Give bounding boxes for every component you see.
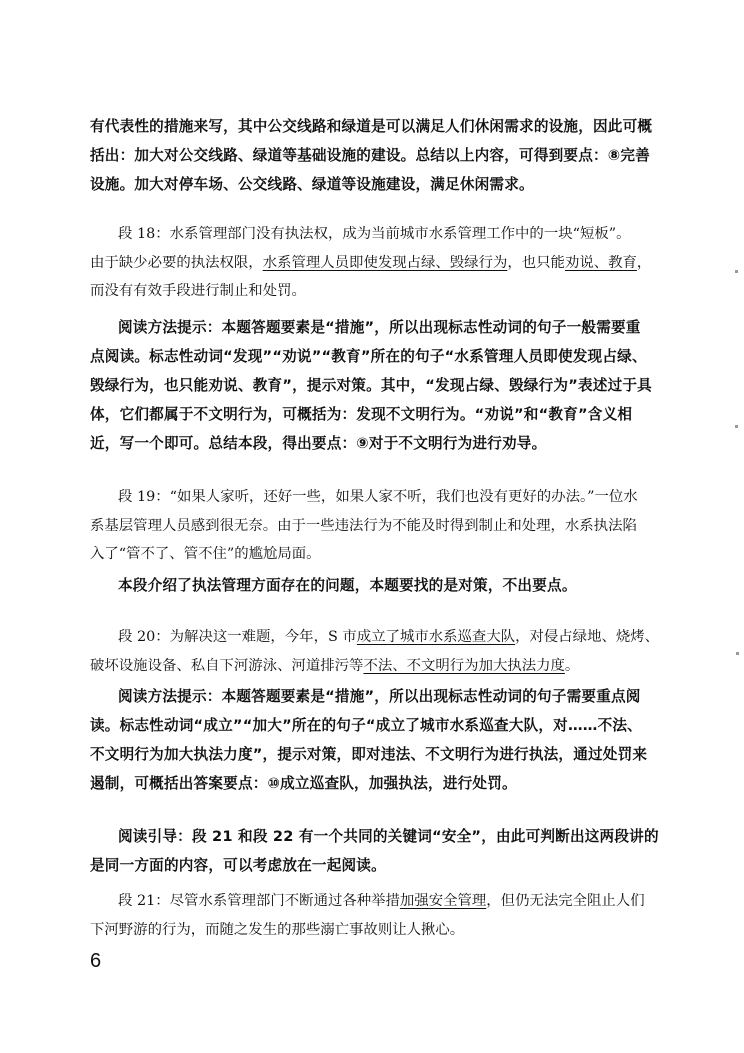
scan-speck xyxy=(736,652,739,655)
text-line: 本段介绍了执法管理方面存在的问题，本题要找的是对策，不出要点。 xyxy=(118,577,577,594)
reading-tip-18 xyxy=(90,313,658,458)
underlined-phrase: 加强安全管理 xyxy=(399,893,487,909)
text-line: 而没有有效手段进行制止和处罚。 xyxy=(90,283,306,299)
text-line: 点阅读。标志性动词“发现”“劝说”“教育”所在的句子“水系管理人员即使发现占绿、 xyxy=(90,348,647,365)
text-line: 读。标志性动词“成立”“加大”所在的句子“成立了城市水系巡查大队，对……不法、 xyxy=(90,717,642,734)
source-paragraph-21 xyxy=(90,887,658,944)
text-line: 设施。加大对停车场、公交线路、绿道等设施建设，满足休闲需求。 xyxy=(90,176,534,193)
page-number: 6 xyxy=(90,950,102,972)
text-line: 阅读方法提示：本题答题要素是“措施”，所以出现标志性动词的句子一般需要重 xyxy=(118,319,641,336)
source-paragraph-20 xyxy=(90,623,658,680)
text-line: 段 20：为解决这一难题，今年，S 市成立了城市水系巡查大队，对侵占绿地、烧烤、 xyxy=(118,629,660,645)
text-line: 下河野游的行为，而随之发生的那些溺亡事故则让人揪心。 xyxy=(90,921,465,938)
text-line: 毁绿行为，也只能劝说、教育”，提示对策。其中，“发现占绿、毁绿行为”表述过于具 xyxy=(90,377,652,394)
text-line: 有代表性的措施来写，其中公交线路和绿道是可以满足人们休闲需求的设施，因此可概 xyxy=(90,118,653,135)
underlined-phrase: 成立了城市水系巡查大队 xyxy=(356,629,516,645)
text-line: 不文明行为加大执法力度”，提示对策，即对违法、不文明行为进行执法，通过处罚来 xyxy=(90,746,648,763)
underlined-phrase: 劝说、教育 xyxy=(564,254,637,271)
underlined-phrase: 水系管理人员即使发现占绿、毁绿行为 xyxy=(262,254,508,271)
text-line: 遏制，可概括出答案要点：⑩成立巡查队，加强执法，进行处罚。 xyxy=(90,775,517,792)
paragraph-intro xyxy=(90,112,658,199)
text-line: 段 18：水系管理部门没有执法权，成为当前城市水系管理工作中的一块“短板”。 xyxy=(118,226,631,242)
text-line: 段 21：尽管水系管理部门不断通过各种举措加强安全管理，但仍无法完全阻止人们 xyxy=(118,893,645,909)
source-paragraph-19 xyxy=(90,483,658,569)
note-19 xyxy=(90,571,658,600)
text-line: 由于缺少必要的执法权限，水系管理人员即使发现占绿、毁绿行为，也只能劝说、教育， xyxy=(90,254,652,271)
text-line: 是同一方面的内容，可以考虑放在一起阅读。 xyxy=(90,857,386,874)
text-line: 体，它们都属于不文明行为，可概括为：发现不文明行为。“劝说”和“教育”含义相 xyxy=(90,406,633,423)
text-line: 近，写一个即可。总结本段，得出要点：⑨对于不文明行为进行劝导。 xyxy=(90,435,547,452)
text-line: 破坏设施设备、私自下河游泳、河道排污等不法、不文明行为加大执法力度。 xyxy=(90,657,580,674)
reading-guide-21 xyxy=(90,822,658,880)
source-paragraph-18 xyxy=(90,220,658,306)
text-line: 系基层管理人员感到很无奈。由于一些违法行为不能及时得到制止和处理，水系执法陷 xyxy=(90,517,637,534)
reading-tip-20 xyxy=(90,682,658,798)
underlined-phrase: 不法、不文明行为加大执法力度 xyxy=(363,657,565,674)
scan-speck xyxy=(735,425,738,428)
text-line: 段 19：“如果人家听，还好一些，如果人家不听，我们也没有更好的办法。”一位水 xyxy=(118,489,638,505)
text-line: 括出：加大对公交线路、绿道等基础设施的建设。总结以上内容，可得到要点：⑧完善 xyxy=(90,147,650,164)
scan-speck xyxy=(735,270,738,273)
text-line: 入了“管不了、管不住”的尴尬局面。 xyxy=(90,546,321,562)
text-line: 阅读方法提示：本题答题要素是“措施”，所以出现标志性动词的句子需要重点阅 xyxy=(118,688,641,705)
text-line: 阅读引导：段 21 和段 22 有一个共同的关键词“安全”，由此可判断出这两段讲的 xyxy=(118,828,659,845)
